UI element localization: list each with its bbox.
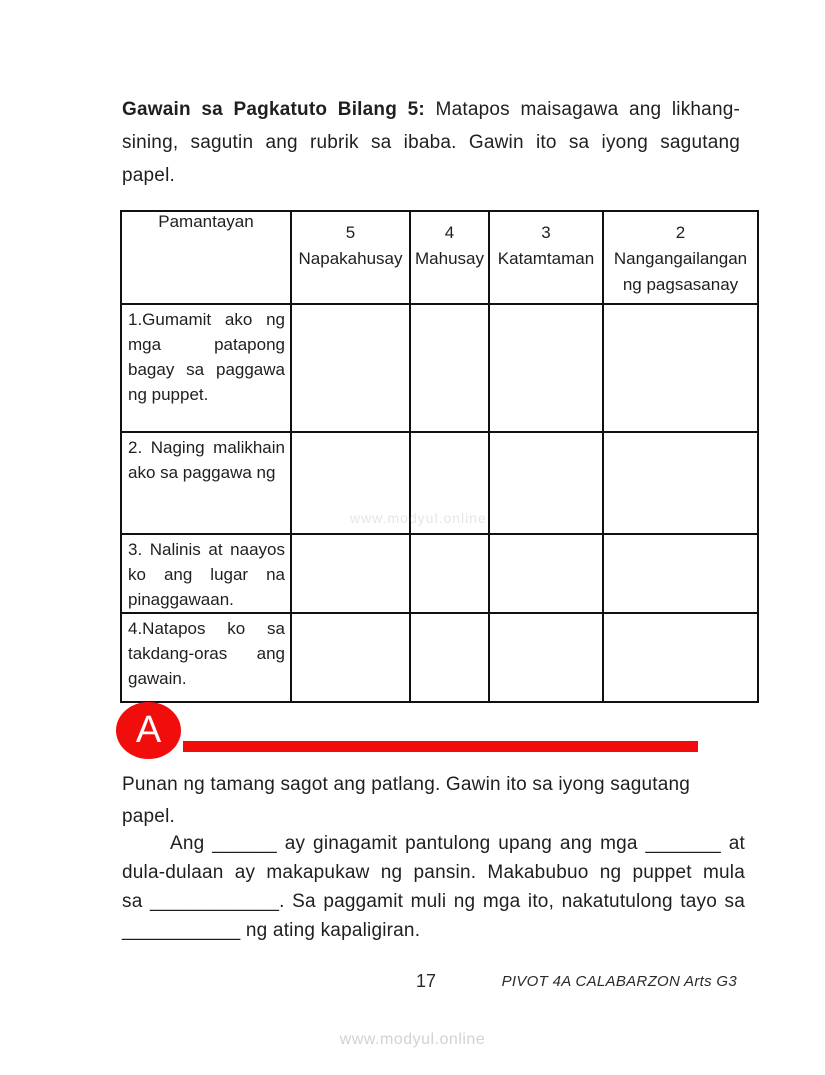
score-value: 5: [345, 223, 356, 242]
score-label: Nangangailangan ng pagsasanay: [613, 249, 748, 294]
score-value: 3: [541, 223, 551, 242]
fill-instruction: [122, 769, 742, 833]
rubric-criteria-1: 1.Gumamit ako ng mga patapong bagay sa paggawa ng puppet.: [121, 304, 291, 432]
page-number: 17: [416, 971, 437, 991]
paragraph-line: papel.: [122, 165, 175, 186]
paragraph-line: sining, sagutin ang rubrik sa ibaba. Gawin ito sa iyong sagutang: [122, 132, 740, 153]
site-watermark: www.modyul.online: [339, 1031, 486, 1048]
rubric-header-criteria: Pamantayan: [121, 211, 291, 304]
paragraph-line: Ang ______ ay ginagamit pantulong upang ang mga _______ at: [170, 833, 745, 854]
rubric-cell-empty: [410, 304, 489, 432]
rubric-header-score-5: [291, 211, 410, 304]
score-label: Katamtaman: [497, 249, 595, 268]
rubric-cell-empty: [603, 613, 758, 702]
paragraph-line: ___________ ng ating kapaligiran.: [122, 920, 421, 941]
activity-instruction: [122, 93, 740, 192]
paragraph-line: [122, 93, 740, 126]
score-label: Mahusay: [415, 249, 484, 268]
score-value: 2: [675, 223, 686, 242]
rubric-cell-empty: [410, 613, 489, 702]
rubric-cell-empty: [489, 613, 603, 702]
rubric-criteria-2: 2. Naging malikhain ako sa paggawa ng: [121, 432, 291, 534]
rubric-row-3: [121, 534, 758, 613]
rubric-cell-empty: [603, 534, 758, 613]
paragraph-line: papel.: [122, 806, 175, 827]
activity-instruction-text: Matapos maisagawa ang likhang-: [424, 99, 740, 120]
rubric-cell-empty: [291, 534, 410, 613]
rubric-header-score-4: [410, 211, 489, 304]
rubric-cell-empty: [603, 304, 758, 432]
rubric-header-row: [121, 211, 758, 304]
rubric-row-4: [121, 613, 758, 702]
rubric-cell-empty: [410, 534, 489, 613]
rubric-cell-empty: [291, 304, 410, 432]
rubric-cell-empty: [489, 304, 603, 432]
rubric-cell-empty: [489, 432, 603, 534]
activity-title: Gawain sa Pagkatuto Bilang 5:: [122, 99, 425, 120]
rubric-cell-empty: [291, 613, 410, 702]
rubric-criteria-4: 4.Natapos ko sa takdang-oras ang gawain.: [121, 613, 291, 702]
rubric-criteria-3: 3. Nalinis at naayos ko ang lugar na pinaggawaan.: [121, 534, 291, 613]
rubric-table: [120, 210, 759, 703]
paragraph-line: Punan ng tamang sagot ang patlang. Gawin ito sa iyong sagutang: [122, 774, 691, 795]
score-label: Napakahusay: [298, 249, 403, 268]
rubric-cell-empty: [603, 432, 758, 534]
section-a-badge: [116, 702, 181, 759]
section-divider-line: [183, 741, 698, 752]
fill-blanks-paragraph: [122, 829, 745, 945]
faint-watermark-artifact: www.modyul.online: [350, 510, 487, 526]
paragraph-line: sa ____________. Sa paggamit muli ng mga ito, nakatutulong tayo sa: [122, 891, 745, 912]
rubric-cell-empty: [489, 534, 603, 613]
rubric-row-1: [121, 304, 758, 432]
rubric-header-score-3: [489, 211, 603, 304]
paragraph-line: dula-dulaan ay makapukaw ng pansin. Makabubuo ng puppet mula: [122, 862, 745, 883]
score-value: 4: [444, 223, 455, 242]
source-label: PIVOT 4A CALABARZON Arts G3: [501, 973, 737, 990]
rubric-header-score-2: [603, 211, 758, 304]
section-a-letter: A: [135, 708, 162, 751]
